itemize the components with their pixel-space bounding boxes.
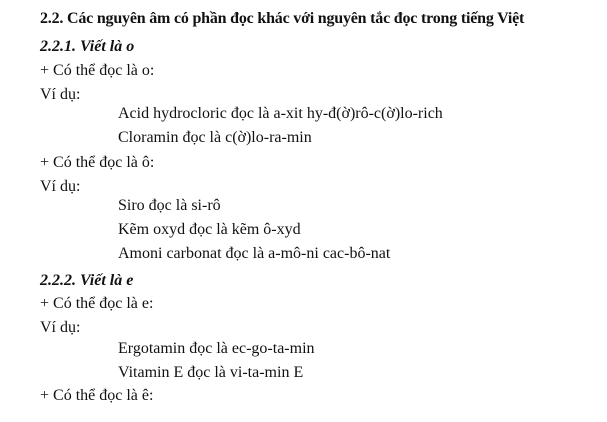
example-label: Ví dụ: (40, 319, 81, 336)
example-item: Kẽm oxyd đọc là kẽm ô-xyd (118, 221, 301, 238)
example-label: Ví dụ: (40, 86, 81, 103)
subsection-heading-e: 2.2.2. Viết là e (40, 272, 134, 289)
rule-read-as-o-circumflex: + Có thể đọc là ô: (40, 154, 155, 171)
example-item: Vitamin E đọc là vi-ta-min E (118, 364, 304, 381)
rule-read-as-o: + Có thể đọc là o: (40, 62, 155, 79)
rule-read-as-e: + Có thể đọc là e: (40, 295, 154, 312)
example-item: Siro đọc là si-rô (118, 197, 221, 214)
section-heading: 2.2. Các nguyên âm có phần đọc khác với nguyên tắc đọc trong tiếng Việt (40, 10, 525, 27)
subsection-heading-o: 2.2.1. Viết là o (40, 38, 135, 55)
example-item: Amoni carbonat đọc là a-mô-ni cac-bô-nat (118, 245, 391, 262)
rule-read-as-e-circumflex: + Có thể đọc là ê: (40, 387, 154, 404)
example-item: Cloramin đọc là c(ờ)lo-ra-min (118, 129, 312, 146)
example-item: Ergotamin đọc là ec-go-ta-min (118, 340, 315, 357)
example-item: Acid hydrocloric đọc là a-xit hy-đ(ờ)rô-c(ờ)lo-rich (118, 105, 443, 122)
example-label: Ví dụ: (40, 178, 81, 195)
